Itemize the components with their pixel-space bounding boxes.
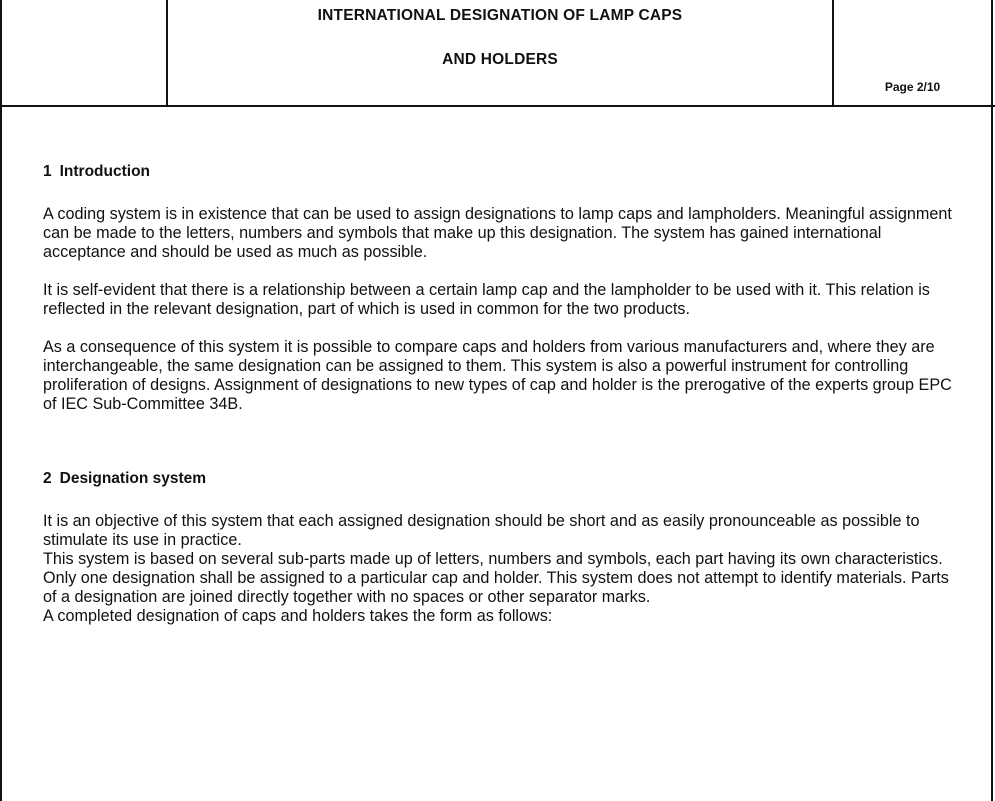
frame-right-border <box>991 0 993 801</box>
section-number: 1 <box>43 163 52 180</box>
frame-left-border <box>0 0 2 801</box>
section-title: Designation system <box>59 470 207 487</box>
paragraph: As a consequence of this system it is possible to compare caps and holders from various manufacturers and, where they are interchangeable, the same designation can be assigned to them. This system is also a powerful instrument for controlling proliferation of designs. Assignment of designations to new types of cap and holder is the prerogative of the experts group EPC of IEC Sub-Committee 34B. <box>43 338 952 413</box>
document-title-line-1: INTERNATIONAL DESIGNATION OF LAMP CAPS <box>317 7 683 24</box>
section-spacer <box>43 433 963 469</box>
paragraph: This system is based on several sub-parts made up of letters, numbers and symbols, each part having its own characteristics. Only one designation shall be assigned to a particular cap and holder. This system does not attempt to identify materials. Parts of a designation are joined directly together with no spaces or other separator marks. <box>43 550 949 606</box>
paragraph: It is an objective of this system that each assigned designation should be short and as easily pronounceable as possible to stimulate its use in practice. <box>43 512 920 549</box>
paragraph: A completed designation of caps and holders takes the form as follows: <box>43 607 553 625</box>
section-heading-introduction <box>43 162 963 181</box>
paragraph: It is self-evident that there is a relationship between a certain lamp cap and the lampholder to be used with it. This relation is reflected in the relevant designation, part of which is used in common for the two products. <box>43 281 930 318</box>
page-number: Page 2/10 <box>884 80 941 94</box>
document-body <box>43 162 963 626</box>
paragraph: A coding system is in existence that can be used to assign designations to lamp caps and lampholders. Meaningful assignment can be made to the letters, numbers and symbols that make up this designation. The system has gained international acceptance and should be used as much as possible. <box>43 205 952 261</box>
section-title: Introduction <box>59 163 151 180</box>
document-title-line-2: AND HOLDERS <box>442 51 558 68</box>
section-heading-designation-system <box>43 469 963 488</box>
section-number: 2 <box>43 470 52 487</box>
